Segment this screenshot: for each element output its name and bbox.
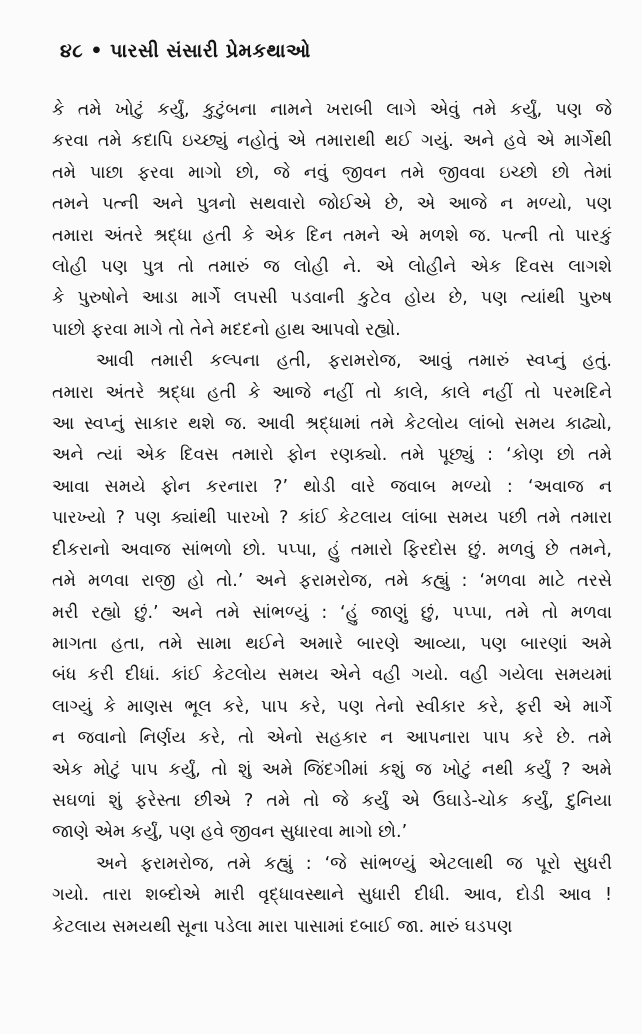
text-line: પાછો ફરવા માગે તો તેને મદદનો હાથ આપવો રહ્યો. [52, 319, 401, 340]
text-line: કરવા તમે કદાપિ ઇચ્છ્યું નહોતું એ તમારાથી થઈ ગયું. અને હવે એ માર્ગેથી [52, 131, 612, 152]
text-line: તમે મળવા રાજી હો તો.’ અને ફરામરોજ, તમે કહ્યું : ‘મળવા માટે તરસે [52, 571, 612, 592]
paragraph [52, 346, 612, 849]
text-line: કેટલાય સમયથી સૂના પડેલા મારા પાસામાં દબાઈ જા. મારું ઘડપણ [52, 916, 513, 937]
paragraph [52, 95, 612, 346]
text-line: તમને પત્ની અને પુત્રનો સથવારો જોઈએ છે, એ આજે ન મળ્યો, પણ [52, 194, 612, 215]
text-line: બંધ કરી દીધાં. કાંઈ કેટલોય સમય એને વહી ગયો. વહી ગયેલા સમયમાં [52, 665, 612, 686]
text-line: તમારા અંતરે શ્રદ્ધા હતી કે આજે નહીં તો કાલે, કાલે નહીં તો પરમદિને [52, 382, 612, 403]
text-line: જાણે એમ કર્યું, પણ હવે જીવન સુધારવા માગો છો.’ [52, 822, 408, 843]
text-line: અને ફરામરોજ, તમે કહ્યું : ‘જે સાંભળ્યું એટલાથી જ પૂરો સુધરી [96, 853, 612, 874]
paragraph [52, 849, 612, 943]
text-line: આવી તમારી કલ્પના હતી, ફરામરોજ, આવું તમારું સ્વપ્નું હતું. [96, 351, 612, 372]
text-line: સઘળાં શું ફરેસ્તા છીએ ? તમે તો જે કર્યું એ ઉઘાડે-ચોક કર્યું, દુનિયા [52, 790, 612, 811]
text-line: કે પુરુષોને આડા માર્ગે લપસી પડવાની કુટેવ હોય છે, પણ ત્યાંથી પુરુષ [52, 288, 612, 309]
text-line: પારખ્યો ? પણ ક્યાંથી પારખો ? કાંઈ કેટલાય લાંબા સમય પછી તમે તમારા [52, 508, 612, 529]
text-line: લોહી પણ પુત્ર તો તમારું જ લોહી ને. એ લોહીને એક દિવસ લાગશે [52, 257, 612, 278]
text-line: આવા સમયે ફોન કરનારા ?’ થોડી વારે જવાબ મળ્યો : ‘અવાજ ન [52, 476, 612, 497]
body-text [52, 95, 612, 943]
book-title: પારસી સંસારી પ્રેમકથાઓ [110, 40, 311, 62]
text-line: તમે પાછા ફરવા માગો છો, જે નવું જીવન તમે જીવવા ઇચ્છો છો તેમાં [52, 162, 612, 183]
text-line: ન જવાનો નિર્ણય કરે, તો એનો સહકાર ન આપનારા પાપ કરે છે. તમે [52, 728, 612, 749]
text-line: ગયો. તારા શબ્દોએ મારી વૃદ્ધાવસ્થાને સુધારી દીધી. આવ, દોડી આવ ! [52, 885, 612, 906]
text-line: લાગ્યું કે માણસ ભૂલ કરે, પાપ કરે, પણ તેનો સ્વીકાર કરે, ફરી એ માર્ગે [52, 696, 612, 717]
text-line: એક મોટું પાપ કર્યું, તો શું અમે જિંદગીમાં કશું જ ખોટું નથી કર્યું ? અમે [52, 759, 612, 780]
text-line: દીકરાનો અવાજ સાંભળો છો. પપ્પા, હું તમારો ફિરદોસ છું. મળવું છે તમને, [52, 539, 612, 560]
text-line: મરી રહ્યો છું.’ અને તમે સાંભળ્યું : ‘હું જાણું છું, પપ્પા, તમે તો મળવા [52, 602, 612, 623]
text-line: તમારા અંતરે શ્રદ્ધા હતી કે એક દિન તમને એ મળશે જ. પત્ની તો પારકું [52, 225, 612, 246]
text-line: માગતા હતા, તમે સામા થઈને અમારે બારણે આવ્યા, પણ બારણાં અમે [52, 633, 612, 654]
running-header [60, 40, 311, 62]
text-line: આ સ્વપ્નું સાકાર થશે જ. આવી શ્રદ્ધામાં તમે કેટલોય લાંબો સમય કાઢ્યો, [52, 414, 612, 435]
text-line: કે તમે ખોટું કર્યું, કુટુંબના નામને ખરાબી લાગે એવું તમે કર્યું, પણ જે [52, 100, 612, 120]
text-line: અને ત્યાં એક દિવસ તમારો ફોન રણક્યો. તમે પૂછ્યું : ‘કોણ છો તમે [52, 445, 612, 466]
header-bullet: • [90, 40, 104, 62]
page-number: ૪૮ [60, 40, 84, 62]
